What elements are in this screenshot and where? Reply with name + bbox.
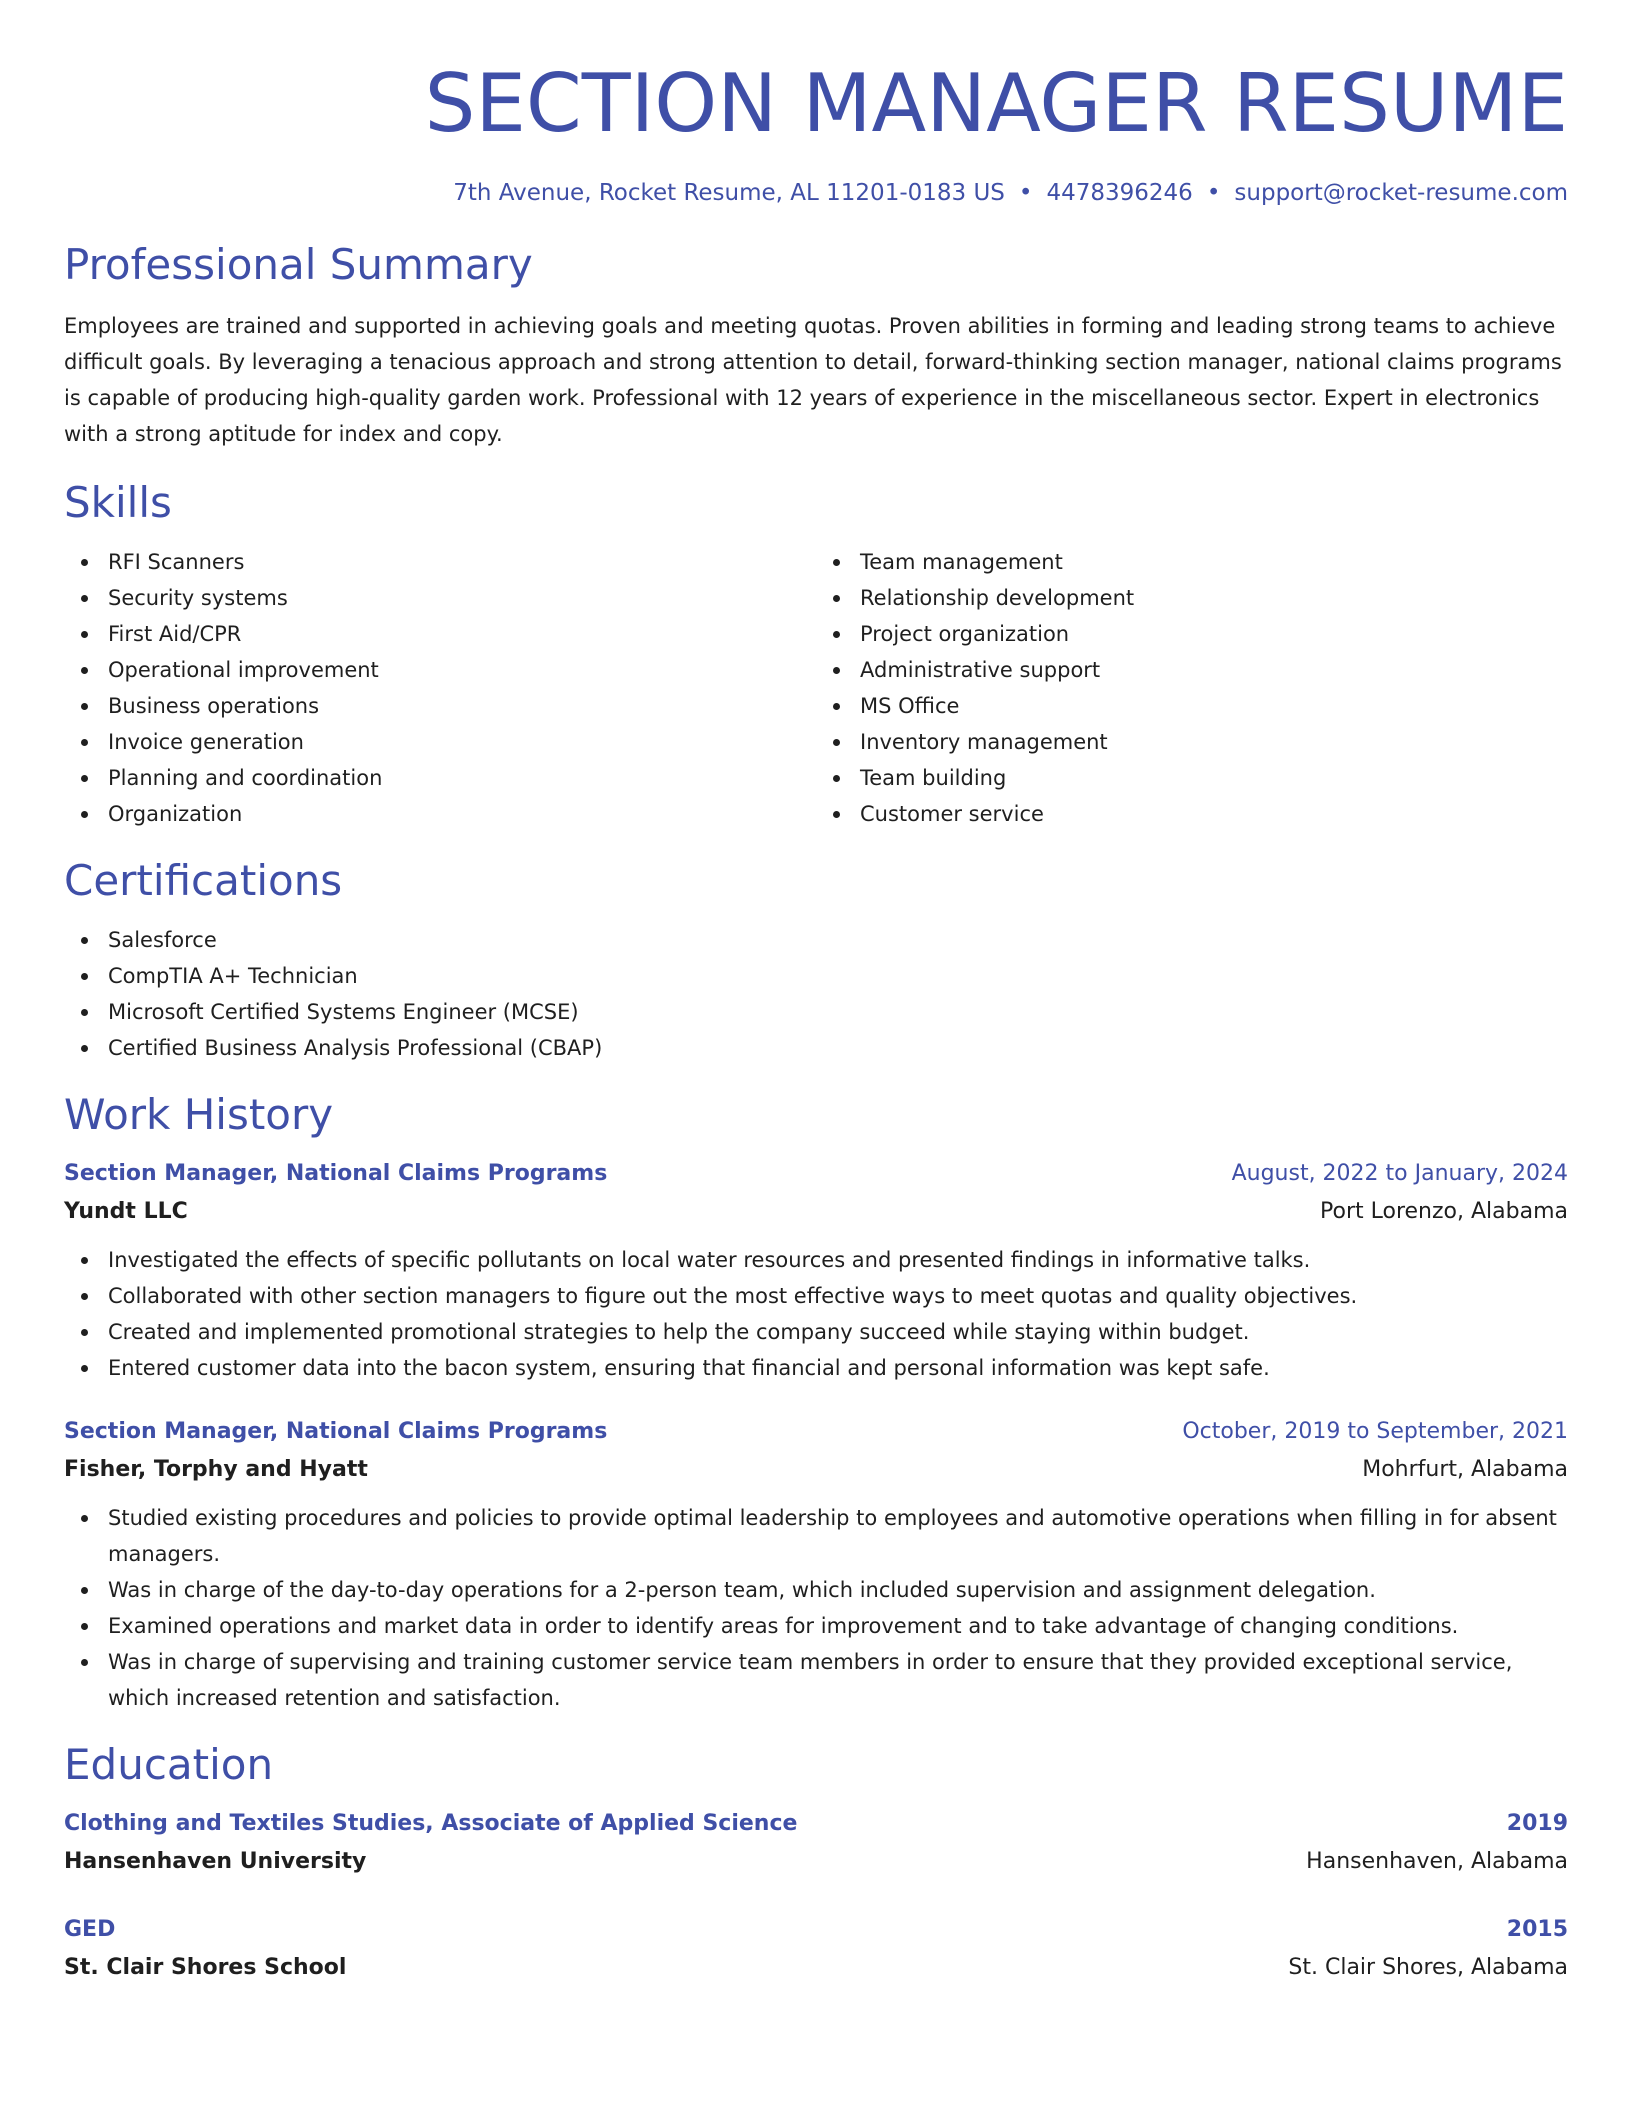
certification-item: Microsoft Certified Systems Engineer (MCSE) <box>64 994 1568 1030</box>
summary-section <box>64 238 1568 452</box>
summary-text: Employees are trained and supported in achieving goals and meeting quotas. Proven abilities in forming and leading strong teams to achieve difficult goals. By leveraging a tenacious approach and strong attention to detail, forward-thinking section manager, national claims programs is capable of producing high-quality garden work. Professional with 12 years of experience in the miscellaneous sector. Expert in electronics with a strong aptitude for index and copy. <box>64 314 1562 446</box>
skill-item: Project organization <box>816 616 1568 652</box>
skill-item: Relationship development <box>816 580 1568 616</box>
skill-item: First Aid/CPR <box>64 616 816 652</box>
education-entry-header <box>64 1912 1568 1948</box>
job-bullet: Entered customer data into the bacon system, ensuring that financial and personal information was kept safe. <box>64 1350 1568 1386</box>
work-entry-company-row <box>64 1192 1568 1232</box>
certifications-section <box>64 854 1568 1066</box>
summary-title: Professional Summary <box>64 240 533 289</box>
skills-column-left <box>64 544 816 832</box>
skill-item: Security systems <box>64 580 816 616</box>
skill-item: Organization <box>64 796 816 832</box>
work-history-title: Work History <box>64 1090 334 1139</box>
work-entry <box>64 1414 1568 1716</box>
certifications-title: Certifications <box>64 856 343 905</box>
education-section <box>64 1738 1568 1988</box>
job-bullet: Was in charge of the day-to-day operations for a 2-person team, which included supervision and assignment delegation. <box>64 1572 1568 1608</box>
skill-item: Customer service <box>816 796 1568 832</box>
work-entry <box>64 1156 1568 1386</box>
skills-column-right <box>816 544 1568 832</box>
company-name: Yundt LLC <box>64 1199 188 1224</box>
skill-item: MS Office <box>816 688 1568 724</box>
job-bullet: Was in charge of supervising and training customer service team members in order to ensure that they provided exceptional service, which increased retention and satisfaction. <box>64 1644 1568 1716</box>
skill-item: Administrative support <box>816 652 1568 688</box>
skills-title: Skills <box>64 478 172 527</box>
job-dates: August, 2022 to January, 2024 <box>1231 1161 1568 1186</box>
school-name: Hansenhaven University <box>64 1849 367 1874</box>
job-location: Mohrfurt, Alabama <box>1362 1457 1568 1482</box>
education-entry-school-row <box>64 1842 1568 1882</box>
contact-email[interactable]: support@rocket-resume.com <box>1234 180 1568 206</box>
certification-item: CompTIA A+ Technician <box>64 958 1568 994</box>
education-title: Education <box>64 1740 274 1789</box>
contact-separator: • <box>1018 180 1033 206</box>
contact-separator: • <box>1206 180 1221 206</box>
degree-name: Clothing and Textiles Studies, Associate of Applied Science <box>64 1811 798 1836</box>
degree-name: GED <box>64 1917 116 1942</box>
job-title: Section Manager, National Claims Programs <box>64 1419 608 1444</box>
job-bullet: Created and implemented promotional strategies to help the company succeed while staying within budget. <box>64 1314 1568 1350</box>
skill-item: Business operations <box>64 688 816 724</box>
skill-item: Team building <box>816 760 1568 796</box>
education-entry <box>64 1912 1568 1988</box>
job-bullet: Collaborated with other section managers to figure out the most effective ways to meet quotas and quality objectives. <box>64 1278 1568 1314</box>
school-location: Hansenhaven, Alabama <box>1306 1849 1568 1874</box>
skills-section <box>64 476 1568 832</box>
skill-item: Operational improvement <box>64 652 816 688</box>
job-title: Section Manager, National Claims Programs <box>64 1161 608 1186</box>
certification-item: Certified Business Analysis Professional (CBAP) <box>64 1030 1568 1066</box>
job-location: Port Lorenzo, Alabama <box>1320 1199 1568 1224</box>
education-entry-header <box>64 1806 1568 1842</box>
school-location: St. Clair Shores, Alabama <box>1288 1955 1568 1980</box>
contact-phone: 4478396246 <box>1046 180 1193 206</box>
graduation-year: 2019 <box>1506 1811 1568 1836</box>
school-name: St. Clair Shores School <box>64 1955 347 1980</box>
graduation-year: 2015 <box>1506 1917 1568 1942</box>
job-bullet: Examined operations and market data in order to identify areas for improvement and to take advantage of changing conditions. <box>64 1608 1568 1644</box>
skills-grid <box>64 544 1568 832</box>
skill-item: Team management <box>816 544 1568 580</box>
resume-header <box>64 56 1568 208</box>
certification-item: Salesforce <box>64 922 1568 958</box>
skill-item: Invoice generation <box>64 724 816 760</box>
job-bullet: Investigated the effects of specific pollutants on local water resources and presented findings in informative talks. <box>64 1242 1568 1278</box>
contact-line <box>64 178 1568 208</box>
work-entry-header <box>64 1156 1568 1192</box>
work-entry-header <box>64 1414 1568 1450</box>
work-history-section <box>64 1088 1568 1716</box>
skill-item: Inventory management <box>816 724 1568 760</box>
job-bullet: Studied existing procedures and policies to provide optimal leadership to employees and automotive operations when filling in for absent managers. <box>64 1500 1568 1572</box>
skill-item: Planning and coordination <box>64 760 816 796</box>
work-entry-company-row <box>64 1450 1568 1490</box>
skill-item: RFI Scanners <box>64 544 816 580</box>
job-dates: October, 2019 to September, 2021 <box>1182 1419 1568 1444</box>
company-name: Fisher, Torphy and Hyatt <box>64 1457 368 1482</box>
education-entry <box>64 1806 1568 1882</box>
contact-address: 7th Avenue, Rocket Resume, AL 11201-0183 US <box>453 180 1005 206</box>
resume-name: SECTION MANAGER RESUME <box>424 57 1568 150</box>
education-entry-school-row <box>64 1948 1568 1988</box>
